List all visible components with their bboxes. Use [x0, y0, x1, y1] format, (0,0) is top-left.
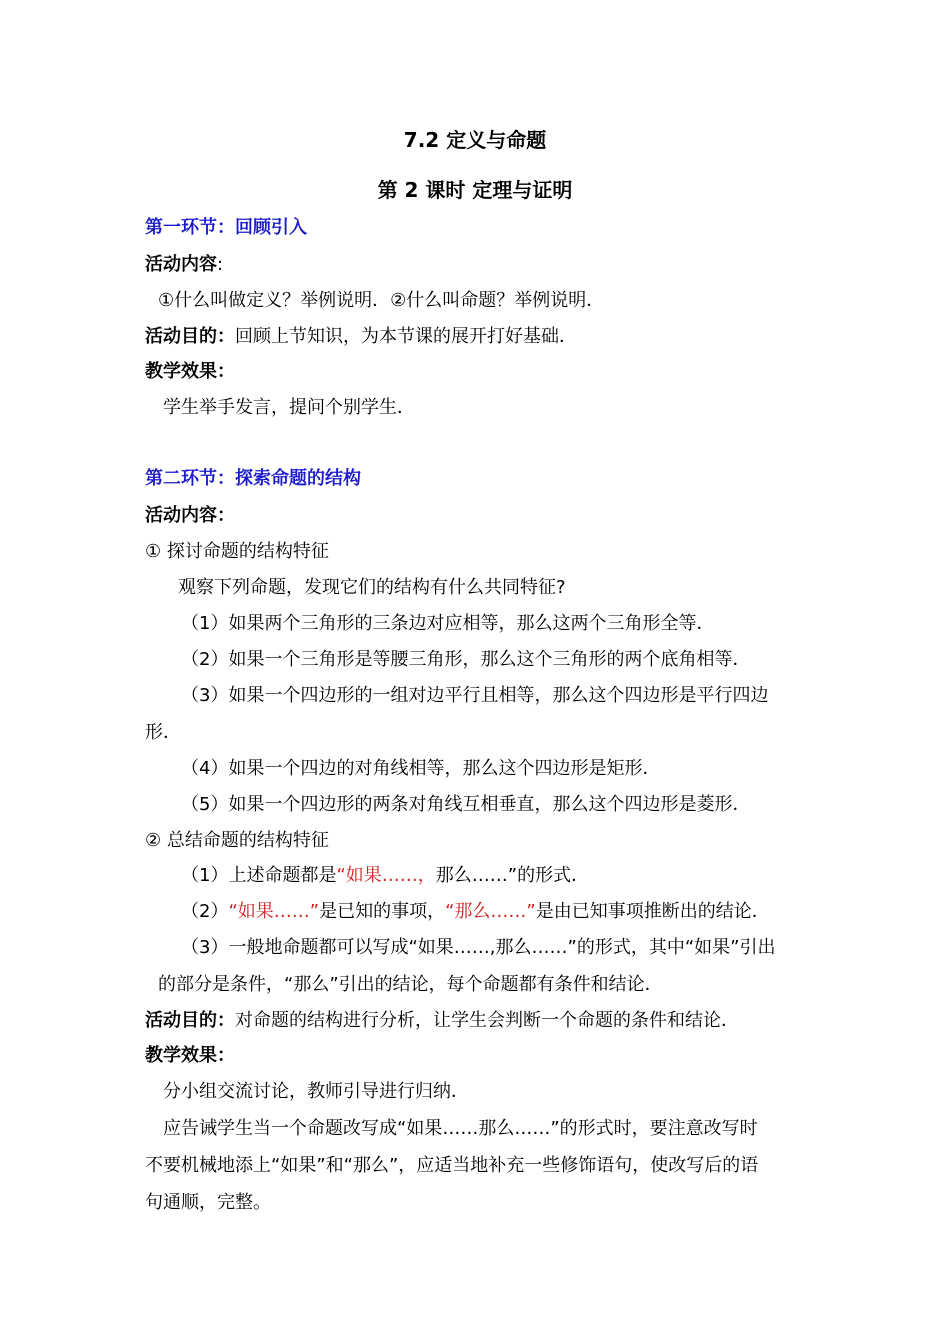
- summary-3-line2: 的部分是条件，“那么”引出的结论，每个命题都有条件和结论．: [158, 974, 663, 995]
- section1-purpose: [145, 325, 577, 349]
- section1-content-label: [145, 253, 223, 277]
- section2-purpose: [145, 1009, 739, 1033]
- summary-2: [181, 900, 770, 924]
- summary-2-c: 是已知的事项，: [319, 901, 446, 922]
- section1-effect-label: 教学效果：: [145, 361, 235, 382]
- note-line1: 应告诫学生当一个命题改写成“如果……那么……”的形式时，要注意改写时: [163, 1118, 758, 1139]
- section2-effect-label: 教学效果：: [145, 1045, 235, 1066]
- summary-2-a: （2）: [181, 901, 229, 922]
- summary-2-d: “那么……”: [445, 901, 536, 922]
- section1-heading: 第一环节：回顾引入: [145, 217, 307, 238]
- summary-2-b: “如果……”: [228, 901, 320, 922]
- summary-3-line1: （3）一般地命题都可以写成“如果……,那么……”的形式，其中“如果”引出: [181, 937, 776, 958]
- purpose-text: 回顾上节知识，为本节课的展开打好基础．: [235, 326, 577, 347]
- summary-2-e: 是由已知事项推断出的结论．: [535, 901, 770, 922]
- purpose-label: 活动目的：: [145, 1010, 235, 1031]
- note-line3: 句通顺，完整。: [145, 1192, 271, 1213]
- section2-effect-text: 分小组交流讨论，教师引导进行归纳．: [163, 1081, 469, 1102]
- summary-1-c: 那么……”的形式．: [435, 865, 590, 886]
- section2-point1: ① 探讨命题的结构特征: [145, 541, 329, 562]
- proposition-2: （2）如果一个三角形是等腰三角形，那么这个三角形的两个底角相等．: [181, 649, 751, 670]
- summary-1-a: （1）上述命题都是: [181, 865, 337, 886]
- content-label-colon: :: [217, 254, 224, 275]
- section2-heading: 第二环节：探索命题的结构: [145, 468, 361, 489]
- section2-point2: ② 总结命题的结构特征: [145, 830, 329, 851]
- proposition-5: （5）如果一个四边形的两条对角线互相垂直，那么这个四边形是菱形．: [181, 794, 751, 815]
- doc-subtitle: 第 2 课时 定理与证明: [377, 178, 573, 202]
- note-line2: 不要机械地添上“如果”和“那么”，应适当地补充一些修饰语句，使改写后的语: [145, 1155, 759, 1176]
- summary-1: [181, 864, 589, 888]
- proposition-1: （1）如果两个三角形的三条边对应相等，那么这两个三角形全等．: [181, 613, 715, 634]
- content-label-text: 活动内容: [145, 254, 217, 275]
- section1-effect-text: 学生举手发言，提问个别学生．: [163, 397, 415, 418]
- section1-content-text: ①什么叫做定义？举例说明．②什么叫命题？举例说明．: [158, 290, 605, 311]
- purpose-text: 对命题的结构进行分析，让学生会判断一个命题的条件和结论．: [235, 1010, 739, 1031]
- section2-observe: 观察下列命题，发现它们的结构有什么共同特征?: [178, 577, 566, 598]
- proposition-3-cont: 形．: [145, 722, 181, 743]
- proposition-4: （4）如果一个四边的对角线相等，那么这个四边形是矩形．: [181, 758, 661, 779]
- purpose-label: 活动目的：: [145, 326, 235, 347]
- proposition-3: （3）如果一个四边形的一组对边平行且相等，那么这个四边形是平行四边: [181, 685, 769, 706]
- summary-1-b: “如果……，: [336, 865, 436, 886]
- section2-content-label: 活动内容：: [145, 505, 235, 526]
- doc-title: 7.2 定义与命题: [403, 128, 547, 152]
